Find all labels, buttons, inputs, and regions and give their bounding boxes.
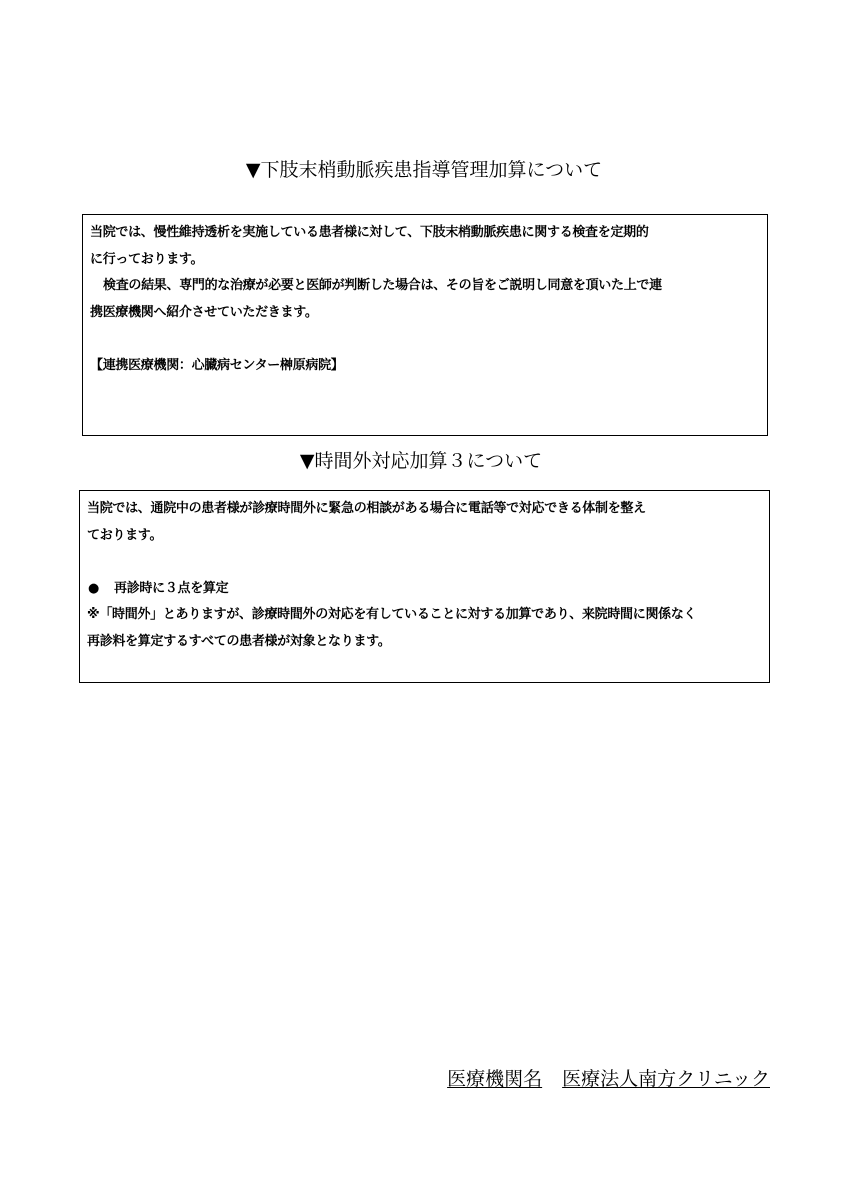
bullet-text: 再診時に３点を算定 [114, 580, 229, 596]
pad-paragraph-line: 携医療機関へ紹介させていただきます。 [90, 304, 318, 320]
section-heading-after-hours: ▼時間外対応加算３について [299, 450, 543, 472]
partner-institution: 【連携医療機関：心臓病センター榊原病院】 [90, 357, 344, 373]
bullet-icon: ● [88, 580, 100, 596]
after-hours-paragraph-line: ております。 [87, 527, 163, 543]
bullet-item [87, 576, 762, 603]
after-hours-info-box [79, 490, 770, 683]
institution-footer [447, 1067, 770, 1091]
after-hours-paragraph-line: 当院では、通院中の患者様が診療時間外に緊急の相談がある場合に電話等で対応できる体制を整え [87, 501, 646, 516]
spacer [90, 326, 760, 353]
spacer [87, 549, 762, 576]
section-heading-pad: ▼下肢末梢動脈疾患指導管理加算について [245, 159, 603, 181]
pad-info-box [82, 214, 768, 436]
pad-paragraph-line: 当院では、慢性維持透析を実施している患者様に対して、下肢末梢動脈疾患に関する検査を定期的 [90, 225, 649, 240]
pad-paragraph-line: に行っております。 [90, 251, 204, 267]
note-line: ※「時間外」とありますが、診療時間外の対応を有していることに対する加算であり、来院時間に関係なく [87, 607, 697, 622]
note-line: 再診料を算定するすべての患者様が対象となります。 [87, 633, 391, 649]
institution-name: 医療法人南方クリニック [562, 1068, 770, 1090]
pad-paragraph-line: 検査の結果、専門的な治療が必要と医師が判断した場合は、その旨をご説明し同意を頂いた上で連 [103, 278, 662, 293]
institution-label: 医療機関名 [447, 1068, 543, 1090]
